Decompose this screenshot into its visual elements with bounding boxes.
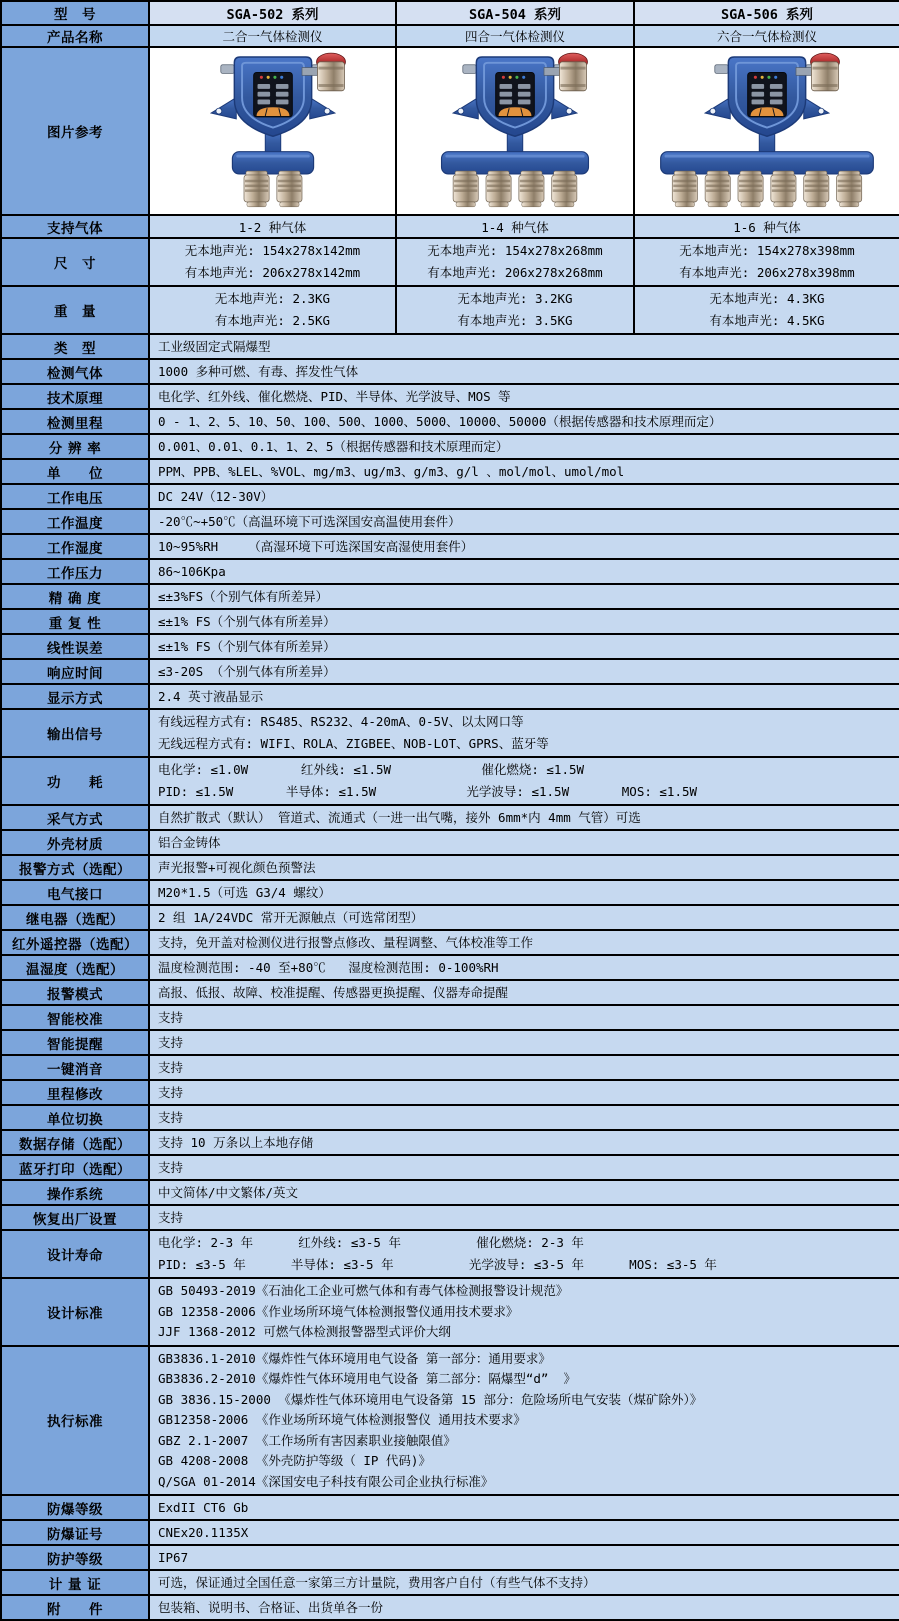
spec-value-cell: [396, 286, 634, 334]
spec-line: ≤3-20S （个别气体有所差异）: [158, 664, 336, 679]
spec-line: GB 4208-2008 《外壳防护等级（ IP 代码)》: [158, 1453, 431, 1468]
table-row-spec: [1, 459, 899, 484]
spec-line: 电化学: ≤1.0W 红外线: ≤1.5W 催化燃烧: ≤1.5W: [158, 762, 585, 777]
spec-line: 有本地声光: 206x278x398mm: [679, 265, 855, 280]
sensor-cylinder: [672, 171, 697, 207]
row-label: 操作系统: [1, 1180, 149, 1205]
product-name-cell: 六合一气体检测仪: [634, 25, 899, 47]
spec-value-cell: [149, 238, 396, 286]
product-name-cell: 二合一气体检测仪: [149, 25, 396, 47]
table-row-spec: [1, 1005, 899, 1030]
spec-value-cell: [149, 286, 396, 334]
table-row-spec: [1, 384, 899, 409]
table-row-spec: [1, 559, 899, 584]
gas-count-cell: 1-6 种气体: [634, 215, 899, 238]
spec-value-cell: [149, 1105, 899, 1130]
spec-line: GB3836.1-2010《爆炸性气体环境用电气设备 第一部分：通用要求》: [158, 1350, 551, 1366]
spec-value-cell: [149, 830, 899, 855]
spec-line: 有线远程方式有: RS485、RS232、4-20mA、0-5V、以太网口等: [158, 714, 524, 729]
row-label: 温湿度（选配）: [1, 955, 149, 980]
model-header-cell: SGA-506 系列: [634, 1, 899, 25]
spec-line: -20℃~+50℃（高温环境下可选深国安高温使用套件）: [158, 514, 461, 529]
row-label: 工作压力: [1, 559, 149, 584]
table-row-spec: [1, 1030, 899, 1055]
spec-value-cell: [149, 930, 899, 955]
row-label: 技术原理: [1, 384, 149, 409]
spec-line: 有本地声光: 2.5KG: [214, 313, 331, 328]
spec-line: 有本地声光: 4.5KG: [709, 313, 825, 328]
spec-line: 铝合金铸体: [158, 835, 221, 850]
spec-value-cell: [149, 1205, 899, 1230]
row-label: 工作电压: [1, 484, 149, 509]
table-row-spec: [1, 609, 899, 634]
spec-value-cell: [149, 609, 899, 634]
spec-line: 无本地声光: 4.3KG: [709, 291, 825, 306]
table-row-spec: [1, 980, 899, 1005]
model-header-cell: SGA-502 系列: [149, 1, 396, 25]
sensor-cylinder: [244, 171, 269, 207]
table-row-spec: [1, 634, 899, 659]
spec-line: DC 24V（12-30V）: [158, 489, 274, 504]
spec-line: 电化学: 2-3 年 红外线: ≤3-5 年 催化燃烧: 2-3 年: [158, 1235, 584, 1250]
spec-line: 支持: [158, 1160, 184, 1175]
spec-line: Q/SGA 01-2014《深国安电子科技有限公司企业执行标准》: [158, 1473, 494, 1489]
table-row-spec: [1, 1495, 899, 1520]
row-label: 报警模式: [1, 980, 149, 1005]
row-label: 电气接口: [1, 880, 149, 905]
spec-line: GB 3836.15-2000 《爆炸性气体环境用电气设备第 15 部分：危险场所电气安装（煤矿除外）》: [158, 1391, 703, 1407]
side-bolt: [463, 65, 477, 74]
spec-line: 有本地声光: 3.5KG: [457, 313, 573, 328]
model-header-cell: SGA-504 系列: [396, 1, 634, 25]
spec-line: 有本地声光: 206x278x268mm: [427, 265, 603, 280]
spec-line: CNEx20.1135X: [158, 1525, 249, 1540]
spec-line: 2 组 1A/24VDC 常开无源触点（可选常闭型）: [158, 910, 424, 925]
sensor-cylinder: [738, 171, 763, 207]
detector-head: [728, 57, 805, 136]
table-row-spec: [1, 1080, 899, 1105]
spec-line: ≤±1% FS（个别气体有所差异）: [158, 639, 336, 654]
spec-line: 声光报警+可视化颜色预警法: [158, 860, 316, 875]
spec-value-cell: [149, 559, 899, 584]
row-label: 产品名称: [1, 25, 149, 47]
row-label: 里程修改: [1, 1080, 149, 1105]
row-label: 单位切换: [1, 1105, 149, 1130]
row-label: 支持气体: [1, 215, 149, 238]
table-row-spec: [1, 905, 899, 930]
table-row-spec: [1, 409, 899, 434]
spec-line: 10~95%RH （高湿环境下可选深国安高湿使用套件）: [158, 539, 474, 554]
table-row-spec: [1, 709, 899, 757]
table-row-spec: [1, 1520, 899, 1545]
sensor-cylinder: [276, 171, 301, 207]
spec-line: 86~106Kpa: [158, 564, 226, 579]
row-label: 继电器（选配）: [1, 905, 149, 930]
spec-line: 支持 10 万条以上本地存储: [158, 1135, 314, 1150]
gas-detector-illustration: [157, 49, 389, 209]
spec-value-cell: [149, 434, 899, 459]
spec-value-cell: [149, 684, 899, 709]
row-label: 一键消音: [1, 1055, 149, 1080]
row-label: 尺 寸: [1, 238, 149, 286]
row-label: 类 型: [1, 334, 149, 359]
table-row-weight: [1, 286, 899, 334]
sensor-cylinder: [837, 171, 862, 207]
detector-head: [476, 57, 553, 136]
row-label: 恢复出厂设置: [1, 1205, 149, 1230]
spec-value-cell: [149, 1055, 899, 1080]
spec-line: M20*1.5（可选 G3/4 螺纹）: [158, 885, 331, 900]
spec-line: 自然扩散式（默认） 管道式、流通式（一进一出气嘴，接外 6mm*内 4mm 气管）可选: [158, 810, 641, 825]
spec-line: 无本地声光: 3.2KG: [457, 291, 573, 306]
row-label: 蓝牙打印（选配）: [1, 1155, 149, 1180]
table-row-spec: [1, 484, 899, 509]
spec-line: GB12358-2006 《作业场所环境气体检测报警仪 通用技术要求》: [158, 1412, 526, 1427]
spec-line: 支持: [158, 1060, 184, 1075]
table-row-spec: [1, 1155, 899, 1180]
row-label: 设计寿命: [1, 1230, 149, 1278]
row-label: 防护等级: [1, 1545, 149, 1570]
row-label: 采气方式: [1, 805, 149, 830]
row-label: 设计标准: [1, 1278, 149, 1346]
side-bolt: [715, 65, 729, 74]
row-label: 分 辨 率: [1, 434, 149, 459]
spec-line: GB 50493-2019《石油化工企业可燃气体和有毒气体检测报警设计规范》: [158, 1283, 569, 1298]
spec-line: GBZ 2.1-2007 《工作场所有害因素职业接触限值》: [158, 1432, 456, 1448]
row-label: 型 号: [1, 1, 149, 25]
table-row-spec: [1, 757, 899, 805]
table-row-spec: [1, 1278, 899, 1346]
side-bolt: [220, 65, 234, 74]
row-label: 报警方式（选配）: [1, 855, 149, 880]
spec-value-cell: [149, 359, 899, 384]
table-row-images: [1, 47, 899, 215]
spec-value-cell: [149, 1155, 899, 1180]
spec-line: 0.001、0.01、0.1、1、2、5（根据传感器和技术原理而定）: [158, 439, 509, 454]
table-row-spec: [1, 534, 899, 559]
table-row-spec: [1, 1130, 899, 1155]
sensor-cylinder: [705, 171, 730, 207]
row-label: 计 量 证: [1, 1570, 149, 1595]
spec-value-cell: [149, 1570, 899, 1595]
row-label: 图片参考: [1, 47, 149, 215]
row-label: 防爆等级: [1, 1495, 149, 1520]
sensor-cylinder: [771, 171, 796, 207]
spec-value-cell: [149, 1080, 899, 1105]
spec-line: 支持，免开盖对检测仪进行报警点修改、量程调整、气体校准等工作: [158, 935, 534, 950]
sensor-cylinder: [486, 171, 511, 207]
spec-line: 无本地声光: 154x278x398mm: [679, 243, 855, 258]
sensor-cylinder: [804, 171, 829, 207]
spec-value-cell: [149, 534, 899, 559]
spec-line: 工业级固定式隔爆型: [158, 339, 271, 354]
table-row-spec: [1, 1205, 899, 1230]
spec-line: 0 - 1、2、5、10、50、100、500、1000、5000、10000、50000（根据传感器和技术原理而定）: [158, 414, 722, 429]
table-row-spec: [1, 334, 899, 359]
spec-value-cell: [149, 334, 899, 359]
table-row-spec: [1, 1105, 899, 1130]
spec-value-cell: [149, 1278, 899, 1346]
spec-line: 中文简体/中文繁体/英文: [158, 1185, 299, 1200]
table-row-spec: [1, 1055, 899, 1080]
spec-line: 高报、低报、故障、校准提醒、传感器更换提醒、仪器寿命提醒: [158, 985, 509, 1000]
row-label: 线性误差: [1, 634, 149, 659]
spec-value-cell: [149, 484, 899, 509]
spec-value-cell: [149, 980, 899, 1005]
sga-502-detector-image: [149, 47, 396, 215]
spec-line: 电化学、红外线、催化燃烧、PID、半导体、光学波导、MOS 等: [158, 389, 511, 404]
table-row-spec: [1, 805, 899, 830]
table-row-spec: [1, 930, 899, 955]
spec-line: 支持: [158, 1085, 184, 1100]
spec-line: 温度检测范围: -40 至+80℃ 湿度检测范围: 0-100%RH: [158, 960, 499, 975]
spec-line: 支持: [158, 1035, 184, 1050]
detector-head: [234, 57, 311, 136]
table-row-spec: [1, 955, 899, 980]
spec-value-cell: [149, 1030, 899, 1055]
row-label: 防爆证号: [1, 1520, 149, 1545]
table-row-spec: [1, 1346, 899, 1496]
spec-line: GB 12358-2006《作业场所环境气体检测报警仪通用技术要求》: [158, 1303, 519, 1319]
table-row-spec: [1, 509, 899, 534]
table-row-spec: [1, 880, 899, 905]
spec-line: GB3836.2-2010《爆炸性气体环境用电气设备 第二部分：隔爆型“d” 》: [158, 1371, 576, 1386]
table-row-spec: [1, 584, 899, 609]
row-label: 功 耗: [1, 757, 149, 805]
spec-line: ≤±1% FS（个别气体有所差异）: [158, 614, 336, 629]
table-row-spec: [1, 684, 899, 709]
spec-line: 无本地声光: 154x278x142mm: [184, 243, 361, 258]
spec-value-cell: [149, 384, 899, 409]
table-row-spec: [1, 1570, 899, 1595]
sga-504-detector-image: [396, 47, 634, 215]
spec-value-cell: [149, 1230, 899, 1278]
spec-value-cell: [149, 880, 899, 905]
spec-value-cell: [149, 1495, 899, 1520]
spec-value-cell: [149, 1005, 899, 1030]
row-label: 检测气体: [1, 359, 149, 384]
spec-line: IP67: [158, 1550, 189, 1565]
row-label: 工作湿度: [1, 534, 149, 559]
spec-value-cell: [149, 584, 899, 609]
table-row-gas-count: [1, 215, 899, 238]
row-label: 外壳材质: [1, 830, 149, 855]
spec-line: ≤±3%FS（个别气体有所差异）: [158, 589, 329, 604]
spec-line: 2.4 英寸液晶显示: [158, 689, 264, 704]
sensor-cylinder: [552, 171, 577, 207]
table-row-model: [1, 1, 899, 25]
row-label: 重 量: [1, 286, 149, 334]
table-row-size: [1, 238, 899, 286]
spec-value-cell: [149, 1130, 899, 1155]
row-label: 显示方式: [1, 684, 149, 709]
sga-506-detector-image: [634, 47, 899, 215]
gas-count-cell: 1-4 种气体: [396, 215, 634, 238]
row-label: 响应时间: [1, 659, 149, 684]
spec-value-cell: [149, 905, 899, 930]
spec-line: PPM、PPB、%LEL、%VOL、mg/m3、ug/m3、g/m3、g/l 、mol/mol、umol/mol: [158, 464, 625, 479]
spec-line: 无本地声光: 154x278x268mm: [427, 243, 603, 258]
spec-line: 支持: [158, 1110, 184, 1125]
table-row-spec: [1, 1595, 899, 1620]
spec-value-cell: [396, 238, 634, 286]
row-label: 检测里程: [1, 409, 149, 434]
gas-count-cell: 1-2 种气体: [149, 215, 396, 238]
spec-line: ExdII CT6 Gb: [158, 1500, 249, 1515]
row-label: 工作温度: [1, 509, 149, 534]
gas-detector-illustration: [651, 49, 883, 209]
table-row-spec: [1, 659, 899, 684]
spec-line: 支持: [158, 1010, 184, 1025]
spec-value-cell: [149, 955, 899, 980]
spec-value-cell: [149, 1545, 899, 1570]
table-row-spec: [1, 359, 899, 384]
row-label: 智能提醒: [1, 1030, 149, 1055]
row-label: 附 件: [1, 1595, 149, 1620]
spec-line: 支持: [158, 1210, 184, 1225]
row-label: 智能校准: [1, 1005, 149, 1030]
table-row-spec: [1, 1230, 899, 1278]
spec-value-cell: [149, 634, 899, 659]
table-row-spec: [1, 434, 899, 459]
spec-value-cell: [149, 1180, 899, 1205]
spec-value-cell: [634, 238, 899, 286]
row-label: 单 位: [1, 459, 149, 484]
spec-value-cell: [149, 659, 899, 684]
product-name-cell: 四合一气体检测仪: [396, 25, 634, 47]
spec-line: PID: ≤1.5W 半导体: ≤1.5W 光学波导: ≤1.5W MOS: ≤1.5W: [158, 784, 698, 799]
table-row-spec: [1, 1180, 899, 1205]
spec-line: 可选，保证通过全国任意一家第三方计量院，费用客户自付（有些气体不支持）: [158, 1575, 596, 1590]
sensor-cylinder: [453, 171, 478, 207]
sensor-cylinder: [519, 171, 544, 207]
spec-value-cell: [149, 1595, 899, 1620]
spec-value-cell: [149, 855, 899, 880]
table-row-spec: [1, 855, 899, 880]
row-label: 数据存储（选配）: [1, 1130, 149, 1155]
table-row-product-name: [1, 25, 899, 47]
row-label: 精 确 度: [1, 584, 149, 609]
spec-line: 无本地声光: 2.3KG: [214, 291, 331, 306]
row-label: 执行标准: [1, 1346, 149, 1496]
spec-value-cell: [149, 805, 899, 830]
spec-value-cell: [149, 1520, 899, 1545]
table-row-spec: [1, 830, 899, 855]
spec-value-cell: [149, 509, 899, 534]
spec-line: 无线远程方式有: WIFI、ROLA、ZIGBEE、NOB-LOT、GPRS、蓝牙等: [158, 736, 549, 751]
spec-line: PID: ≤3-5 年 半导体: ≤3-5 年 光学波导: ≤3-5 年 MOS: ≤3-5 年: [158, 1257, 717, 1272]
spec-value-cell: [149, 1346, 899, 1496]
spec-line: 1000 多种可燃、有毒、挥发性气体: [158, 364, 359, 379]
spec-value-cell: [634, 286, 899, 334]
table-row-spec: [1, 1545, 899, 1570]
spec-value-cell: [149, 757, 899, 805]
spec-line: 有本地声光: 206x278x142mm: [184, 265, 361, 280]
spec-value-cell: [149, 409, 899, 434]
row-label: 重 复 性: [1, 609, 149, 634]
spec-line: JJF 1368-2012 可燃气体检测报警器型式评价大纲: [158, 1324, 451, 1339]
row-label: 红外遥控器（选配）: [1, 930, 149, 955]
spec-value-cell: [149, 709, 899, 757]
spec-line: 包装箱、说明书、合格证、出货单各一份: [158, 1600, 384, 1615]
spec-value-cell: [149, 459, 899, 484]
row-label: 输出信号: [1, 709, 149, 757]
gas-detector-illustration: [399, 49, 631, 209]
